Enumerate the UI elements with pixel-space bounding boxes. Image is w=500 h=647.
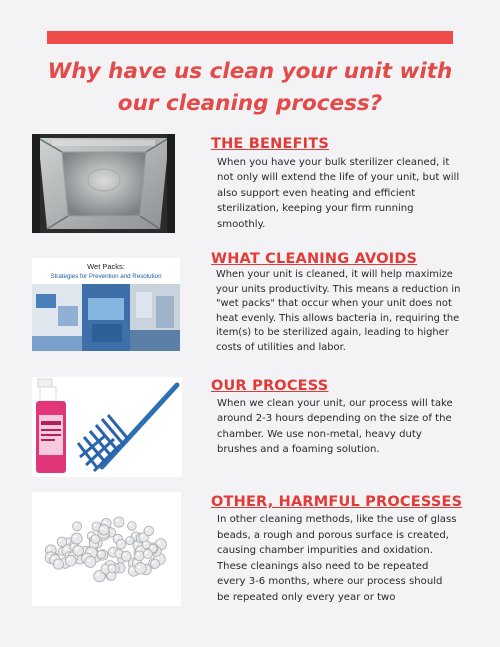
section-body-other-harmful-processes: In other cleaning methods, like the use of glass beads, a rough and porous surface is created, causing chamber impurities and oxidation. These cleanings also need to be repeated every 3-6 months, where our process should be repeated only every year or two (217, 514, 457, 603)
top-accent-bar (47, 31, 453, 44)
section-title-what-cleaning-avoids: WHAT CLEANING AVOIDS (211, 251, 418, 267)
section-title-other-harmful-processes: OTHER, HARMFUL PROCESSES (211, 494, 463, 510)
brush-and-spray-bottle-photo (32, 377, 182, 477)
section-title-benefits: THE BENEFITS (211, 136, 330, 152)
wet-packs-banner-title: Wet Packs: (87, 262, 125, 271)
section-body-our-process: When we clean your unit, our process will take around 2-3 hours depending on the size of the chamber. We use non-metal, heavy duty brushes and a foaming solution. (217, 398, 453, 456)
section-title-our-process: OUR PROCESS (211, 378, 329, 394)
section-body-what-cleaning-avoids: When your unit is cleaned, it will help maximize your units productivity. This means a reduction in "wet packs" that occur when your unit does not heat evenly. This allows bacteria in, requiring the item(s) to be sterilized again, leading to higher costs of utilities and labor. (216, 269, 461, 353)
glass-beads-photo (32, 492, 181, 606)
page-headline: Why have us clean your unit with our cleaning process? (47, 59, 453, 116)
wet-packs-banner (32, 258, 180, 351)
section-body-benefits: When you have your bulk sterilizer cleaned, it not only will extend the life of your unit, but will also support even heating and efficient sterilization, keeping your firm running smoothly. (217, 157, 460, 230)
sterilizer-chamber-photo (32, 134, 175, 233)
wet-packs-banner-subtitle: Strategies for Prevention and Resolution (50, 273, 162, 280)
